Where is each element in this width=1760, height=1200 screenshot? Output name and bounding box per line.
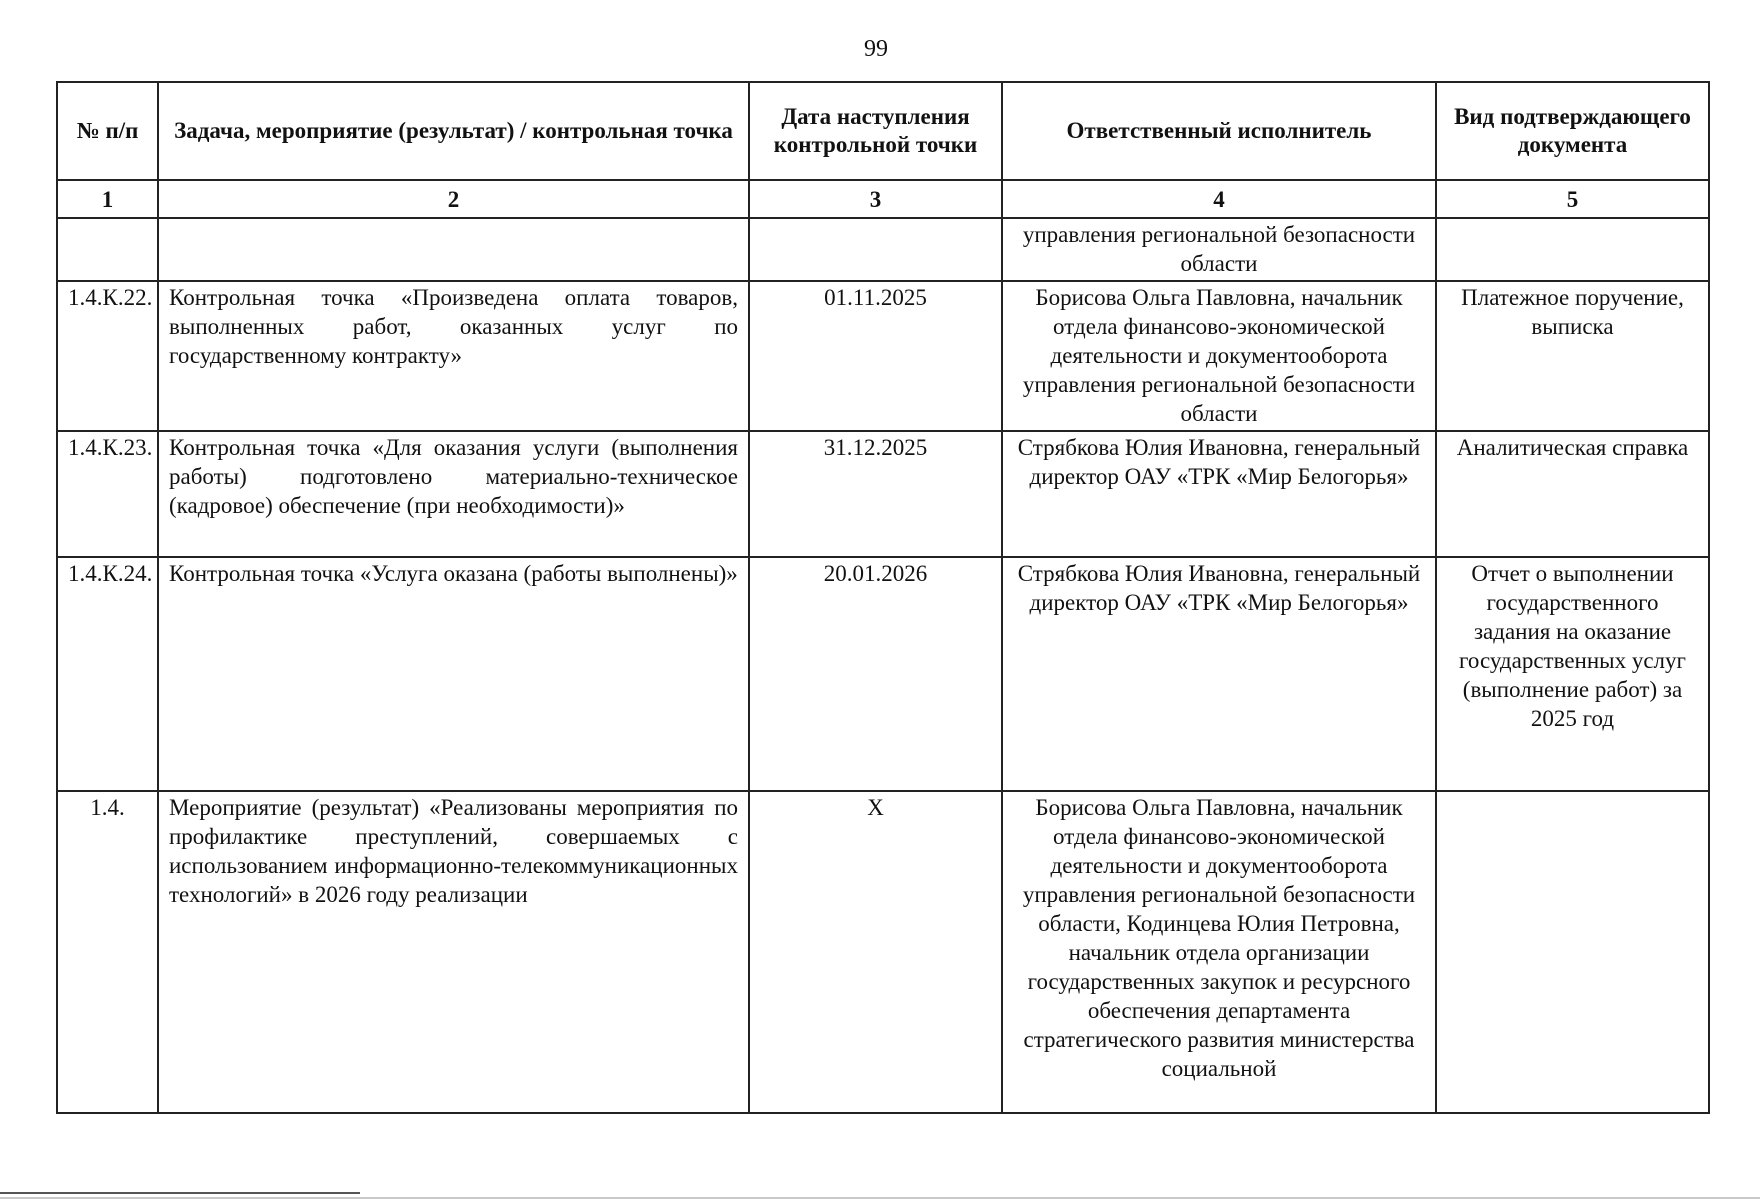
column-numbers-row [57,180,1709,218]
row-date: Х [749,791,1002,1113]
row-number: 1.4.К.23. [57,431,158,557]
row-number: 1.4.К.22. [57,281,158,431]
table-row [57,218,1709,281]
row-number [57,218,158,281]
column-number: 2 [158,180,749,218]
page-bottom-edge [0,1197,1760,1199]
row-responsible: Стрябкова Юлия Ивановна, генеральный директор ОАУ «ТРК «Мир Белогорья» [1002,431,1436,557]
control-points-table [56,81,1710,1114]
row-date: 31.12.2025 [749,431,1002,557]
table-row [57,281,1709,431]
row-task [158,218,749,281]
row-task: Мероприятие (результат) «Реализованы мероприятия по профилактике преступлений, совершаемых с использованием информационно-телекоммуникационных технологий» в 2026 году реализации [158,791,749,1113]
column-number: 5 [1436,180,1709,218]
table-row [57,557,1709,791]
header-number: № п/п [57,82,158,180]
row-document [1436,218,1709,281]
row-date: 20.01.2026 [749,557,1002,791]
row-document [1436,791,1709,1113]
header-date: Дата наступления контрольной точки [749,82,1002,180]
row-responsible: Стрябкова Юлия Ивановна, генеральный директор ОАУ «ТРК «Мир Белогорья» [1002,557,1436,791]
row-number: 1.4.К.24. [57,557,158,791]
footer-rule [0,1192,360,1194]
header-responsible: Ответственный исполнитель [1002,82,1436,180]
row-responsible: управления региональной безопасности области [1002,218,1436,281]
column-number: 1 [57,180,158,218]
row-number: 1.4. [57,791,158,1113]
header-task: Задача, мероприятие (результат) / контрольная точка [158,82,749,180]
page-number: 99 [864,36,888,62]
row-responsible: Борисова Ольга Павловна, начальник отдела финансово-экономической деятельности и документооборота управления региональной безопасности области, Кодинцева Юлия Петровна, начальник отдела организации государственных закупок и ресурсного обеспечения департамента стратегического развития министерства социальной [1002,791,1436,1113]
row-document: Платежное поручение, выписка [1436,281,1709,431]
table-row [57,431,1709,557]
column-number: 3 [749,180,1002,218]
row-task: Контрольная точка «Произведена оплата товаров, выполненных работ, оказанных услуг по государственному контракту» [158,281,749,431]
row-date [749,218,1002,281]
row-document: Отчет о выполнении государственного задания на оказание государственных услуг (выполнение работ) за 2025 год [1436,557,1709,791]
header-document: Вид подтверждающего документа [1436,82,1709,180]
row-responsible: Борисова Ольга Павловна, начальник отдела финансово-экономической деятельности и документооборота управления региональной безопасности области [1002,281,1436,431]
header-row [57,82,1709,180]
row-task: Контрольная точка «Для оказания услуги (выполнения работы) подготовлено материально-техническое (кадровое) обеспечение (при необходимости)» [158,431,749,557]
row-date: 01.11.2025 [749,281,1002,431]
row-document: Аналитическая справка [1436,431,1709,557]
row-task: Контрольная точка «Услуга оказана (работы выполнены)» [158,557,749,791]
table-row [57,791,1709,1113]
column-number: 4 [1002,180,1436,218]
